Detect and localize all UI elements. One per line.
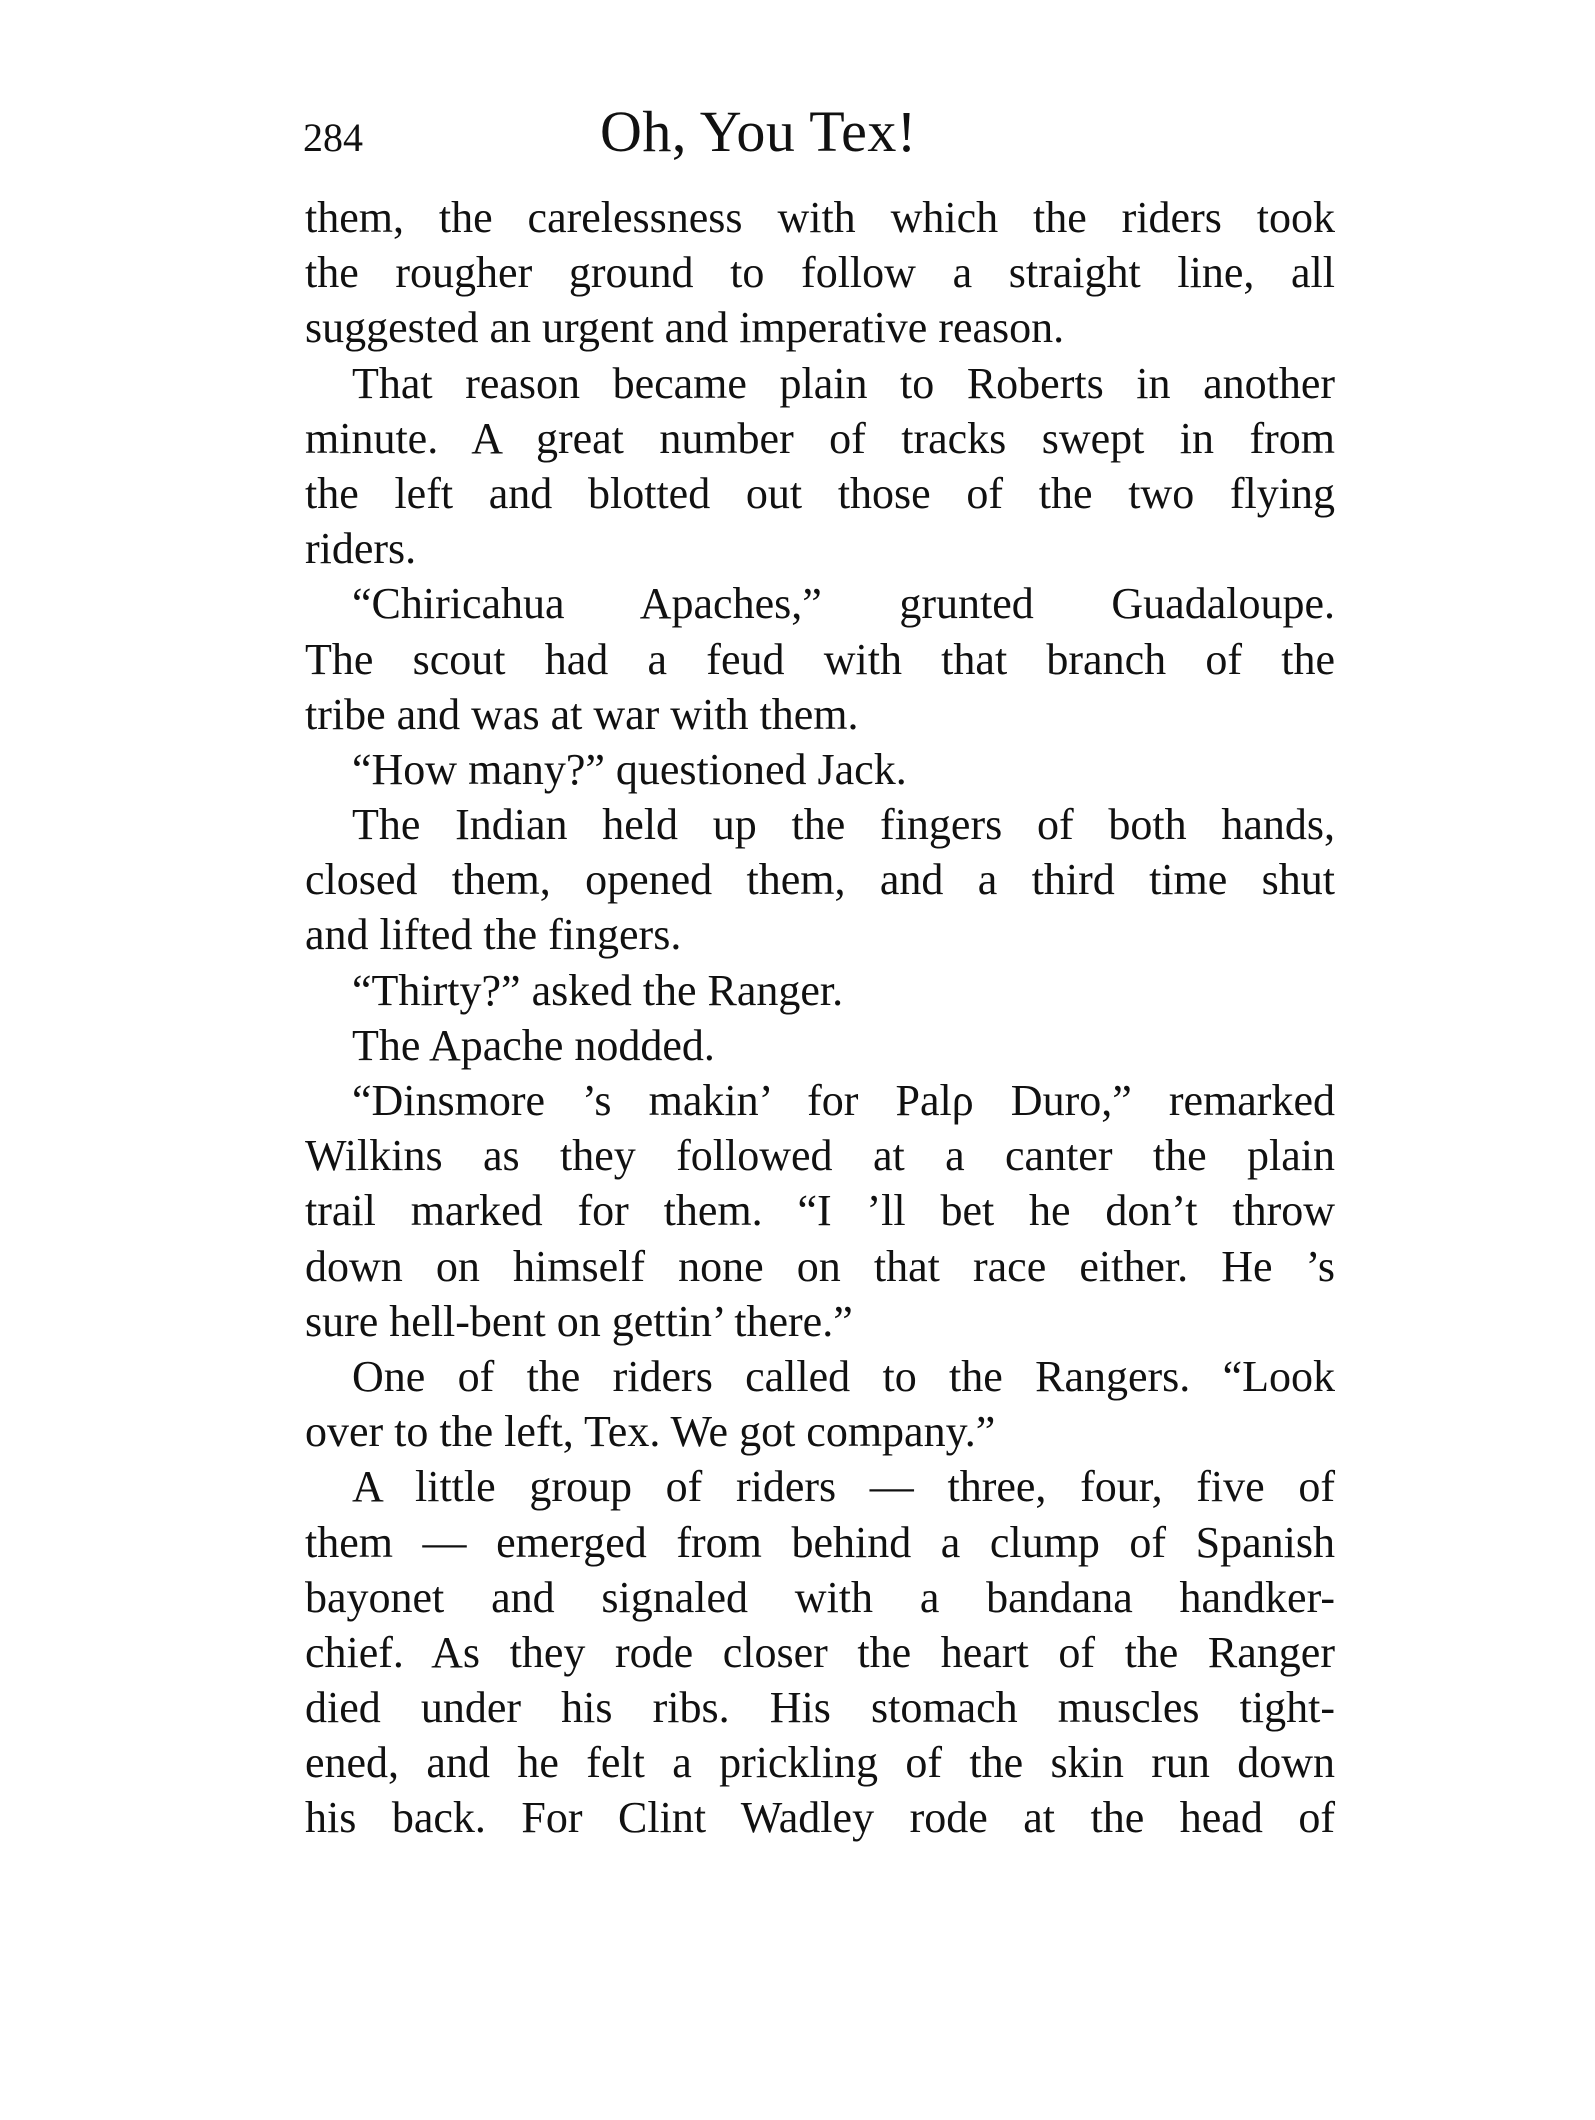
text-line: over to the left, Tex. We got company.”	[305, 1407, 996, 1457]
text-line: down on himself none on that race either. He ’s	[305, 1241, 1335, 1291]
text-line: them — emerged from behind a clump of Spanish	[305, 1517, 1335, 1567]
text-line: tribe and was at war with them.	[305, 689, 859, 739]
text-line: “Thirty?” asked the Ranger.	[352, 965, 844, 1015]
running-title: Oh, You Tex!	[600, 99, 917, 164]
text-line: his back. For Clint Wadley rode at the head of	[305, 1793, 1335, 1843]
text-line: sure hell-bent on gettin’ there.”	[305, 1296, 853, 1346]
text-line: The scout had a feud with that branch of the	[305, 634, 1335, 684]
text-line: and lifted the fingers.	[305, 910, 682, 960]
text-line: the rougher ground to follow a straight line, all	[305, 248, 1335, 298]
text-line: minute. A great number of tracks swept in from	[305, 413, 1335, 463]
text-line: closed them, opened them, and a third time shut	[305, 855, 1335, 905]
text-line: bayonet and signaled with a bandana handker-	[305, 1572, 1335, 1622]
page-number: 284	[303, 115, 363, 160]
text-line: The Indian held up the fingers of both hands,	[352, 800, 1335, 850]
text-line: “Dinsmore ’s makin’ for Palρ Duro,” remarked	[352, 1076, 1335, 1125]
body-text	[305, 190, 1335, 1846]
text-line: suggested an urgent and imperative reason.	[305, 303, 1065, 353]
text-line: riders.	[305, 524, 417, 574]
text-line: died under his ribs. His stomach muscles tight-	[305, 1683, 1335, 1733]
text-line: “Chiricahua Apaches,” grunted Guadaloupe.	[352, 579, 1335, 629]
text-line: That reason became plain to Roberts in another	[352, 358, 1335, 408]
text-line: ened, and he felt a prickling of the skin run down	[305, 1738, 1335, 1788]
text-line: “How many?” questioned Jack.	[352, 744, 907, 794]
text-line: Wilkins as they followed at a canter the plain	[305, 1131, 1335, 1181]
text-line: trail marked for them. “I ’ll bet he don’t throw	[305, 1186, 1335, 1236]
text-line: One of the riders called to the Rangers. “Look	[352, 1351, 1335, 1401]
text-line: chief. As they rode closer the heart of the Ranger	[305, 1627, 1335, 1677]
text-line: them, the carelessness with which the riders took	[305, 193, 1335, 242]
text-line: A little group of riders — three, four, five of	[352, 1462, 1335, 1512]
text-line: the left and blotted out those of the two flying	[305, 468, 1335, 518]
text-line: The Apache nodded.	[352, 1020, 715, 1070]
